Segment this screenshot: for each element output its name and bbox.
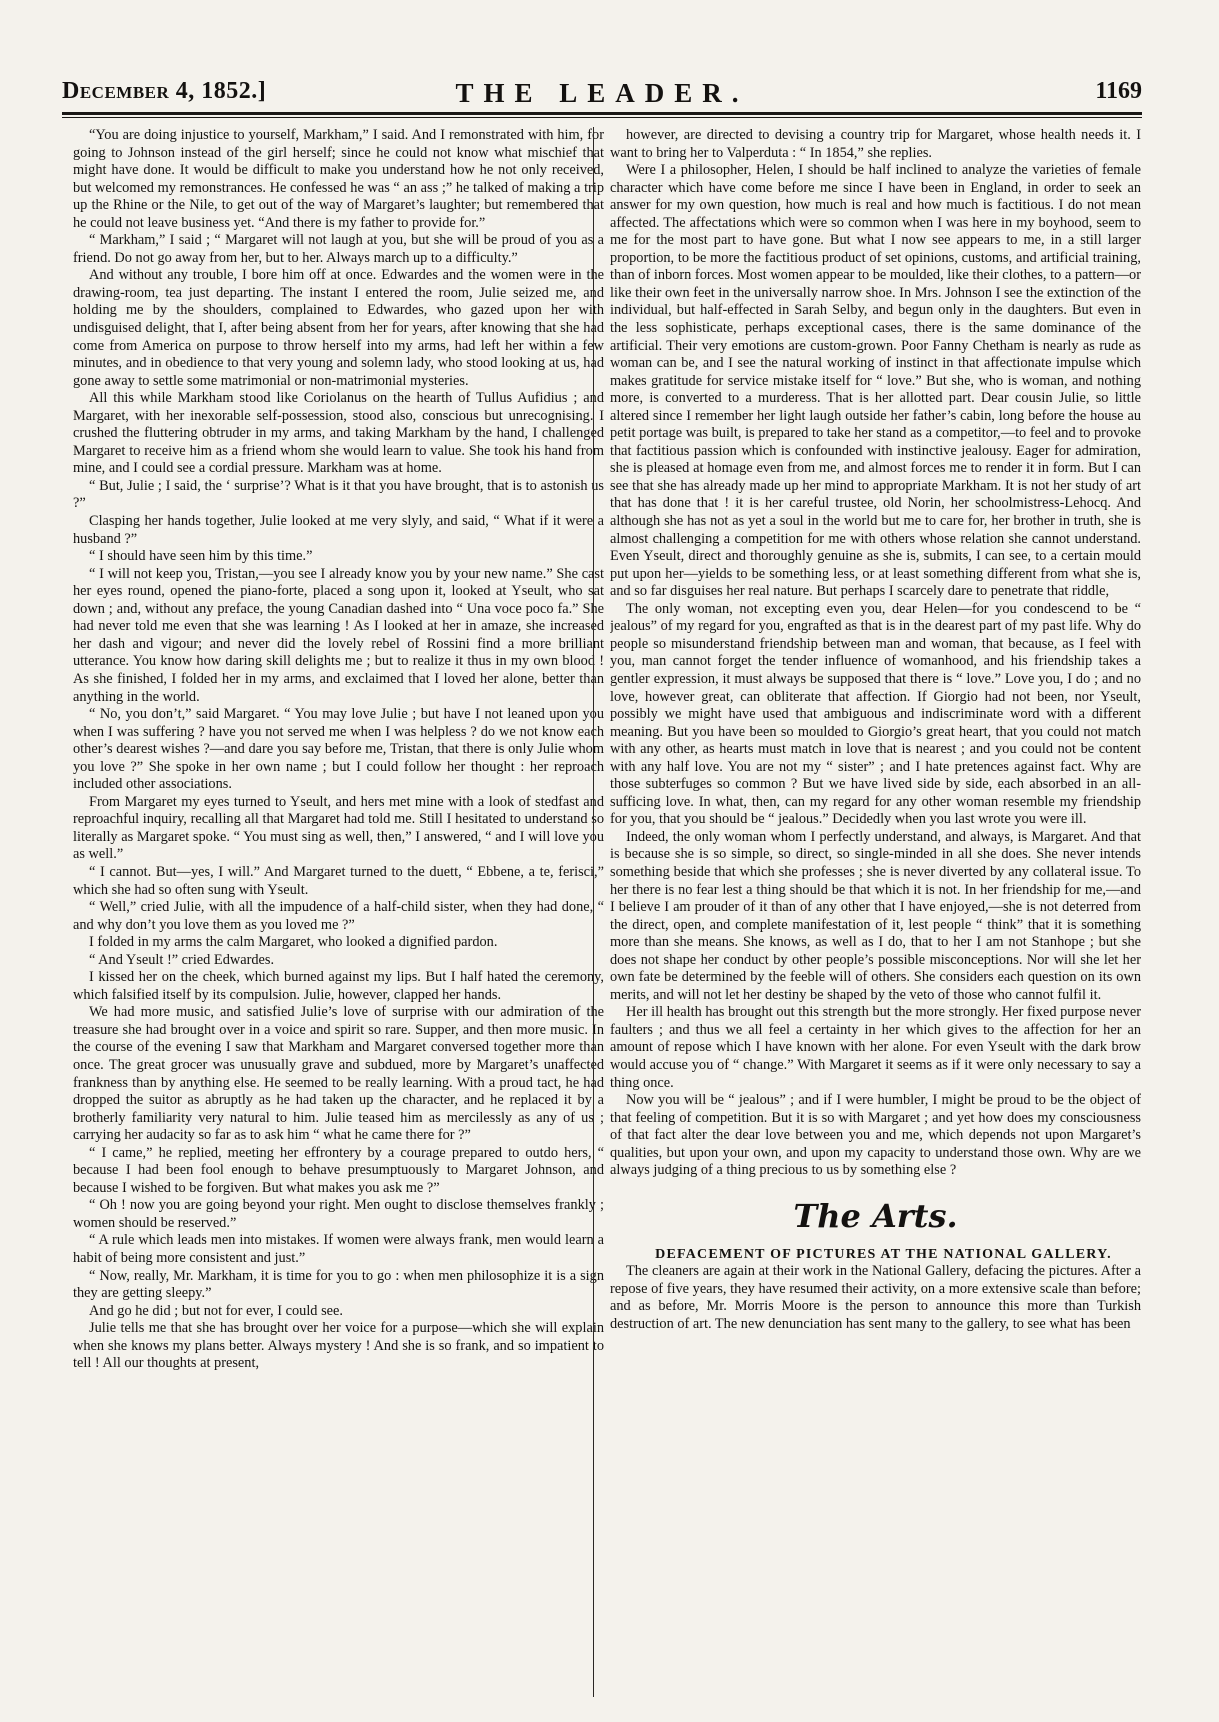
paragraph: The only woman, not excepting even you, dear Helen—for you condescend to be “ jealous” of my regard for you, engrafted as that is in the dearest part of my past life. Why do people so misunderstand friendship between man and woman, that because, as I feel with you, man cannot forget the tender influence of womanhood, and his friendship takes a gentler expression, it must always be supposed that there is “ love.” Love you, I do ; and no love, however great, can obliterate that affection. If Giorgio had not been, nor Yseult, possibly we might have used that ambiguous and indiscriminate word with a different meaning. But you have been so moulded to Giorgio’s great heart, that you could not match with any other, as hearts must match in love that is nearest ; and you could not be content with any half love. You are not my “ sister” ; and I hate pretences against fact. Why are those subterfuges so common ? But we have lived side by side, each absorbed in an all-sufficing love. In what, then, can my regard for any other woman resemble my friendship for you, that you should be “ jealous.” Decidedly when you last wrote you were ill. xyxy=(610,600,1141,828)
paragraph: “ A rule which leads men into mistakes. If women were always frank, men would learn a habit of being more consistent and just.” xyxy=(73,1232,604,1266)
paragraph: We had more music, and satisfied Julie’s love of surprise with our admiration of the treasure she had brought over in a voice and spirit so rare. Supper, and then more music. In the course of the evening I saw that Markham and Margaret conversed together more than once. The great grocer was unusually grave and subdued, more by Margaret’s unaffected frankness than by anything else. He seemed to be really learning. With a proud tact, he had dropped the suitor as abruptly as he had taken up the character, and he replaced it by a brotherly familiarity very natural to him. Julie teased him as mercilessly as any of us ; carrying her audacity so far as to ask him “ what he came there for ?” xyxy=(73,1004,604,1144)
paragraph: I kissed her on the cheek, which burned against my lips. But I half hated the ceremony, which falsified itself by its compulsion. Julie, however, clapped her hands. xyxy=(73,969,604,1003)
article-paragraph: The cleaners are again at their work in the National Gallery, defacing the pictures. After a repose of five years, they have resumed their activity, on a more extensive scale than before; and as before, Mr. Morris Moore is the person to announce this more than Turkish destruction of art. The new denunciation has sent many to the gallery, to see what has been xyxy=(610,1263,1141,1332)
header-rule-thick xyxy=(62,112,1142,115)
paragraph: “ I should have seen him by this time.” xyxy=(89,548,313,565)
paragraph: I folded in my arms the calm Margaret, who looked a dignified pardon. xyxy=(89,934,498,951)
right-column xyxy=(610,127,1141,1702)
paragraph: Her ill health has brought out this strength but the more strongly. Her fixed purpose never faulters ; and thus we all feel a certainty in her which gives to the affection for her an amount of repose which I have known with her alone. For even Yseult with the dark brow would accuse you of “ change.” With Margaret it seems as if it were only necessary to say a thing once. xyxy=(610,1004,1141,1091)
paragraph: Indeed, the only woman whom I perfectly understand, and always, is Margaret. And that is because she is so simple, so direct, so single-minded in all she does. She never intends something beside that which she professes ; she is never diverted by any collateral issue. To her there is no fear lest a thing should be that which it is not. In her friendship for me,—and I believe I am prouder of it than of any other that I have enjoyed,—she is not deterred from the direct, open, and complete manifestation of it, lest people “ think” that it is something more than she means. She knows, as well as I do, that to her I am not Stanhope ; but she does not shape her conduct by other people’s possible misconceptions. Nor will she let her own fate be determined by the feeble will of others. She considers each question on its own merits, and will not let her destiny be shaped by the veto of those who cannot fulfil it. xyxy=(610,828,1141,1003)
article-title: DEFACEMENT OF PICTURES AT THE NATIONAL GALLERY. xyxy=(655,1246,1112,1262)
paragraph: Were I a philosopher, Helen, I should be half inclined to analyze the varieties of female character which have come before me since I have been in England, in order to seek an answer for my own question, how much is real and how much is factitious. I do not mean affected. The affectations which were so common when I was here in my boyhood, seem to me for the most part to have gone. But what I now see appears to me, in a still larger proportion, to be more the factitious product of set opinions, customs, and artificial training, than of inborn forces. Most women appear to be moulded, like their clothes, to a pattern—or like their own feet in the universally narrow shoe. In Mrs. Johnson I see the extinction of the individual, but half-effected in Sarah Selby, and begun only in the daughters. But even in the less sophisticate, perhaps exceptional cases, there is the same dominance of the artificial. Their very emotions are custom-grown. Poor Fanny Chetham is nearly as rude as woman can be, and I see the natural working of instinct in that affectionate impulse which makes gratitude for service mistake itself for “ love.” But she, who is woman, and nothing more, is converted to a murderess. That is her allotted part. Dear cousin Julie, so little altered since I remember her light laugh outside her father’s cabin, long before the house au petit portage was built, is prepared to take her stand as a competitor,—to feel and to provoke that factitious passion which is confounded with instinctive jealousy. Eager for admiration, she is pleased at homage even from me, and almost forces me to render it in form. But I can see that she has already made up her mind to appropriate Markham. It is not her study of art that has done that ! it is her careful trustee, old Norin, her schoolmistress-Lehocq. And although she has not as yet a soul in the world but me to care for, her brother in truth, she is almost challenging a competition for me with others whose relation she cannot understand. Even Yseult, direct and thoroughly genuine as she is, submits, I can see, to a certain mould put upon her—yields to be something less, or at least something different from what she is, and so far disguises her real nature. But perhaps I scarcely dare to penetrate that riddle, xyxy=(610,162,1141,600)
section-heading-arts: The Arts. xyxy=(793,1196,958,1235)
paragraph: however, are directed to devising a country trip for Margaret, whose health needs it. I want to bring her to Valperduta : “ In 1854,” she replies. xyxy=(610,127,1141,161)
column-divider xyxy=(593,127,594,1697)
page-number: 1169 xyxy=(1095,78,1142,104)
paragraph: “ Oh ! now you are going beyond your right. Men ought to disclose themselves frankly ; women should be reserved.” xyxy=(73,1197,604,1231)
paragraph: “ I came,” he replied, meeting her effrontery by a courage prepared to outdo hers, “ because I had been fool enough to behave presumptuously to Margaret Johnson, and because I wished to be forgiven. But what makes you ask me ?” xyxy=(73,1144,604,1196)
paragraph: From Margaret my eyes turned to Yseult, and hers met mine with a look of stedfast and reproachful inquiry, recalling all that Margaret had told me. Still I hesitated to understand so literally as Margaret spoke. “ You must sing as well, then,” I answered, “ and I will love you as well.” xyxy=(73,793,604,863)
paragraph: Clasping her hands together, Julie looked at me very slyly, and said, “ What if it were a husband ?” xyxy=(73,513,604,547)
paragraph: All this while Markham stood like Coriolanus on the hearth of Tullus Aufidius ; and Margaret, with her inexorable self-possession, stood also, conscious but unrecognising. I crushed the fluttering obtruder in my arms, and taking Markham by the hand, I challenged Margaret to receive him as a friend whom she would learn to value. She took his hand from mine, and I could see a cordial pressure. Markham was at home. xyxy=(73,390,604,477)
paragraph: “ Well,” cried Julie, with all the impudence of a half-child sister, when they had done, “ and why don’t you love them as you loved me ?” xyxy=(73,899,604,933)
left-column xyxy=(73,127,604,1702)
paragraph: “ I cannot. But—yes, I will.” And Margaret turned to the duett, “ Ebbene, a te, ferisci,” which she had so often sung with Yseult. xyxy=(73,863,604,898)
paragraph: “You are doing injustice to yourself, Markham,” I said. And I remonstrated with him, for going to Johnson instead of the girl herself; since he could not know what mischief that might have done. It would be difficult to make you understand how he not only received, but welcomed my remonstrances. He confessed he was “ an ass ;” he talked of making a trip up the Rhine or the Nile, to get out of the way of Margaret’s laughter; but remembered that he could not leave business yet. “And there is my father to provide for.” xyxy=(73,127,604,231)
paragraph: And go he did ; but not for ever, I could see. xyxy=(89,1302,343,1319)
paragraph: “ Now, really, Mr. Markham, it is time for you to go : when men philosophize it is a sign they are getting sleepy.” xyxy=(73,1267,604,1302)
paragraph: “ No, you don’t,” said Margaret. “ You may love Julie ; but have I not leaned upon you when I was suffering ? have you not served me when I was helpless ? do we not know each other’s dearest wishes ?—and dare you say before me, Tristan, that there is only Julie whom you love ?” She spoke in her own name ; but I could follow her thought : her reproach included other associations. xyxy=(73,706,604,793)
paragraph: Now you will be “ jealous” ; and if I were humbler, I might be proud to be the object of that feeling of competition. But it is so with Margaret ; and yet how does my consciousness of that fact alter the dear love between you and me, which depends not upon Margaret’s qualities, but upon your own, and upon my capacity to understand those own. Why are we always judging of a thing precious to us by something else ? xyxy=(610,1092,1141,1179)
paragraph: “ But, Julie ; I said, the ‘ surprise’? What is it that you have brought, that is to astonish us ?” xyxy=(73,477,604,512)
paragraph: “ Markham,” I said ; “ Margaret will not laugh at you, but she will be proud of you as a friend. Do not go away from her, but to her. Always march up to a difficulty.” xyxy=(73,232,604,266)
issue-date: December 4, 1852.] xyxy=(62,78,267,104)
paragraph: And without any trouble, I bore him off at once. Edwardes and the women were in the drawing-room, tea just departing. The instant I entered the room, Julie seized me, and holding me by the shoulders, complained to Edwardes, who gazed upon her with undisguised delight, that I, after being absent from her for years, after knowing that she had come from America on purpose to throw herself into my arms, had left her within a few minutes, and in obedience to that very young and solemn lady, who stood looking at us, had gone away to settle some matrimonial or non-matrimonial mysteries. xyxy=(73,267,604,389)
header-rule-thin xyxy=(62,117,1142,118)
paragraph: Julie tells me that she has brought over her voice for a purpose—which she will explain when she knows my plans better. Always mystery ! And she is so frank, and so impatient to tell ! All our thoughts at present, xyxy=(73,1320,604,1372)
newspaper-title: THE LEADER. xyxy=(455,78,749,108)
paragraph: “ I will not keep you, Tristan,—you see I already know you by your new name.” She cast her eyes round, opened the piano-forte, placed a song upon it, looked at Yseult, who sat down ; and, without any preface, the young Canadian dashed into “ Una voce poco fa.” She had never told me even that she was learning ! As I looked at her in amaze, she increased her dash and vigour; and never did the lovely rebel of Rossini find a more brilliant utterance. You know how daring skill delights me ; but to realize it thus in my own blood ! As she finished, I folded her in my arms, and exclaimed that I loved her alone, better than anything in the world. xyxy=(73,565,604,705)
paragraph: “ And Yseult !” cried Edwardes. xyxy=(89,951,275,968)
